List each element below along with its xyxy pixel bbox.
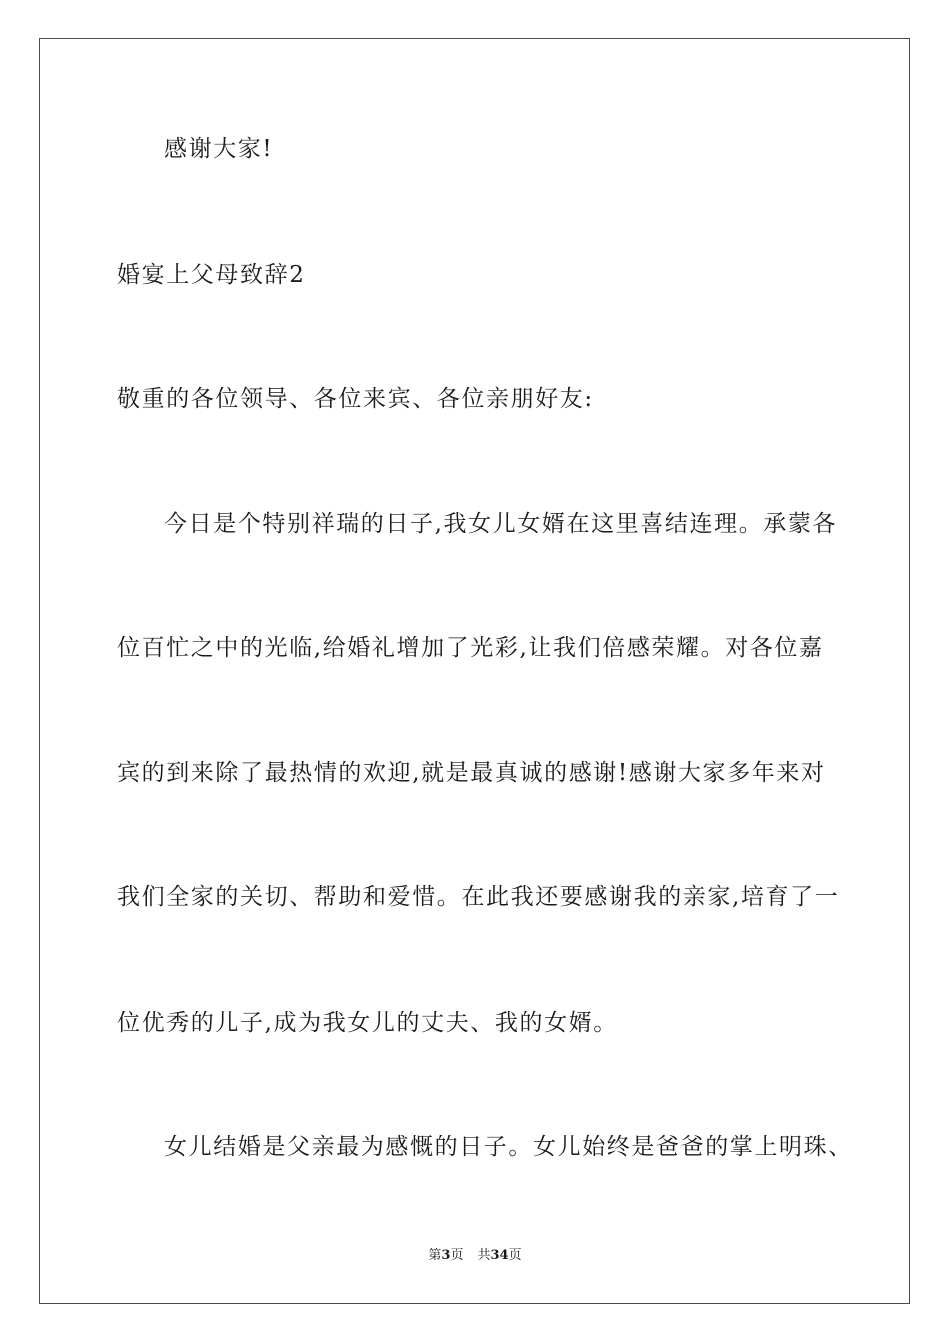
total-suffix: 页: [508, 1248, 522, 1263]
paragraph-line: 位百忙之中的光临,给婚礼增加了光彩,让我们倍感荣耀。对各位嘉: [117, 635, 824, 661]
page-suffix: 页: [450, 1248, 464, 1263]
paragraph-line: 今日是个特别祥瑞的日子,我女儿女婿在这里喜结连理。承蒙各: [164, 511, 838, 537]
salutation: 敬重的各位领导、各位来宾、各位亲朋好友:: [117, 386, 594, 412]
total-prefix: 共: [477, 1248, 491, 1263]
paragraph-line: 位优秀的儿子,成为我女儿的丈夫、我的女婿。: [117, 1010, 618, 1036]
paragraph-line: 女儿结婚是父亲最为感慨的日子。女儿始终是爸爸的掌上明珠、: [164, 1134, 853, 1160]
section-heading: 婚宴上父母致辞2: [117, 262, 306, 288]
paragraph-line: 宾的到来除了最热情的欢迎,就是最真诚的感谢!感谢大家多年来对: [117, 760, 826, 786]
total-page-number: 34: [490, 1248, 509, 1263]
paragraph-line: 我们全家的关切、帮助和爱惜。在此我还要感谢我的亲家,培育了一: [117, 884, 840, 910]
page-prefix: 第: [428, 1248, 442, 1263]
current-page-number: 3: [441, 1248, 451, 1263]
closing-thanks: 感谢大家!: [164, 136, 274, 162]
page-border: [39, 38, 910, 1304]
page-footer: [0, 1247, 950, 1265]
